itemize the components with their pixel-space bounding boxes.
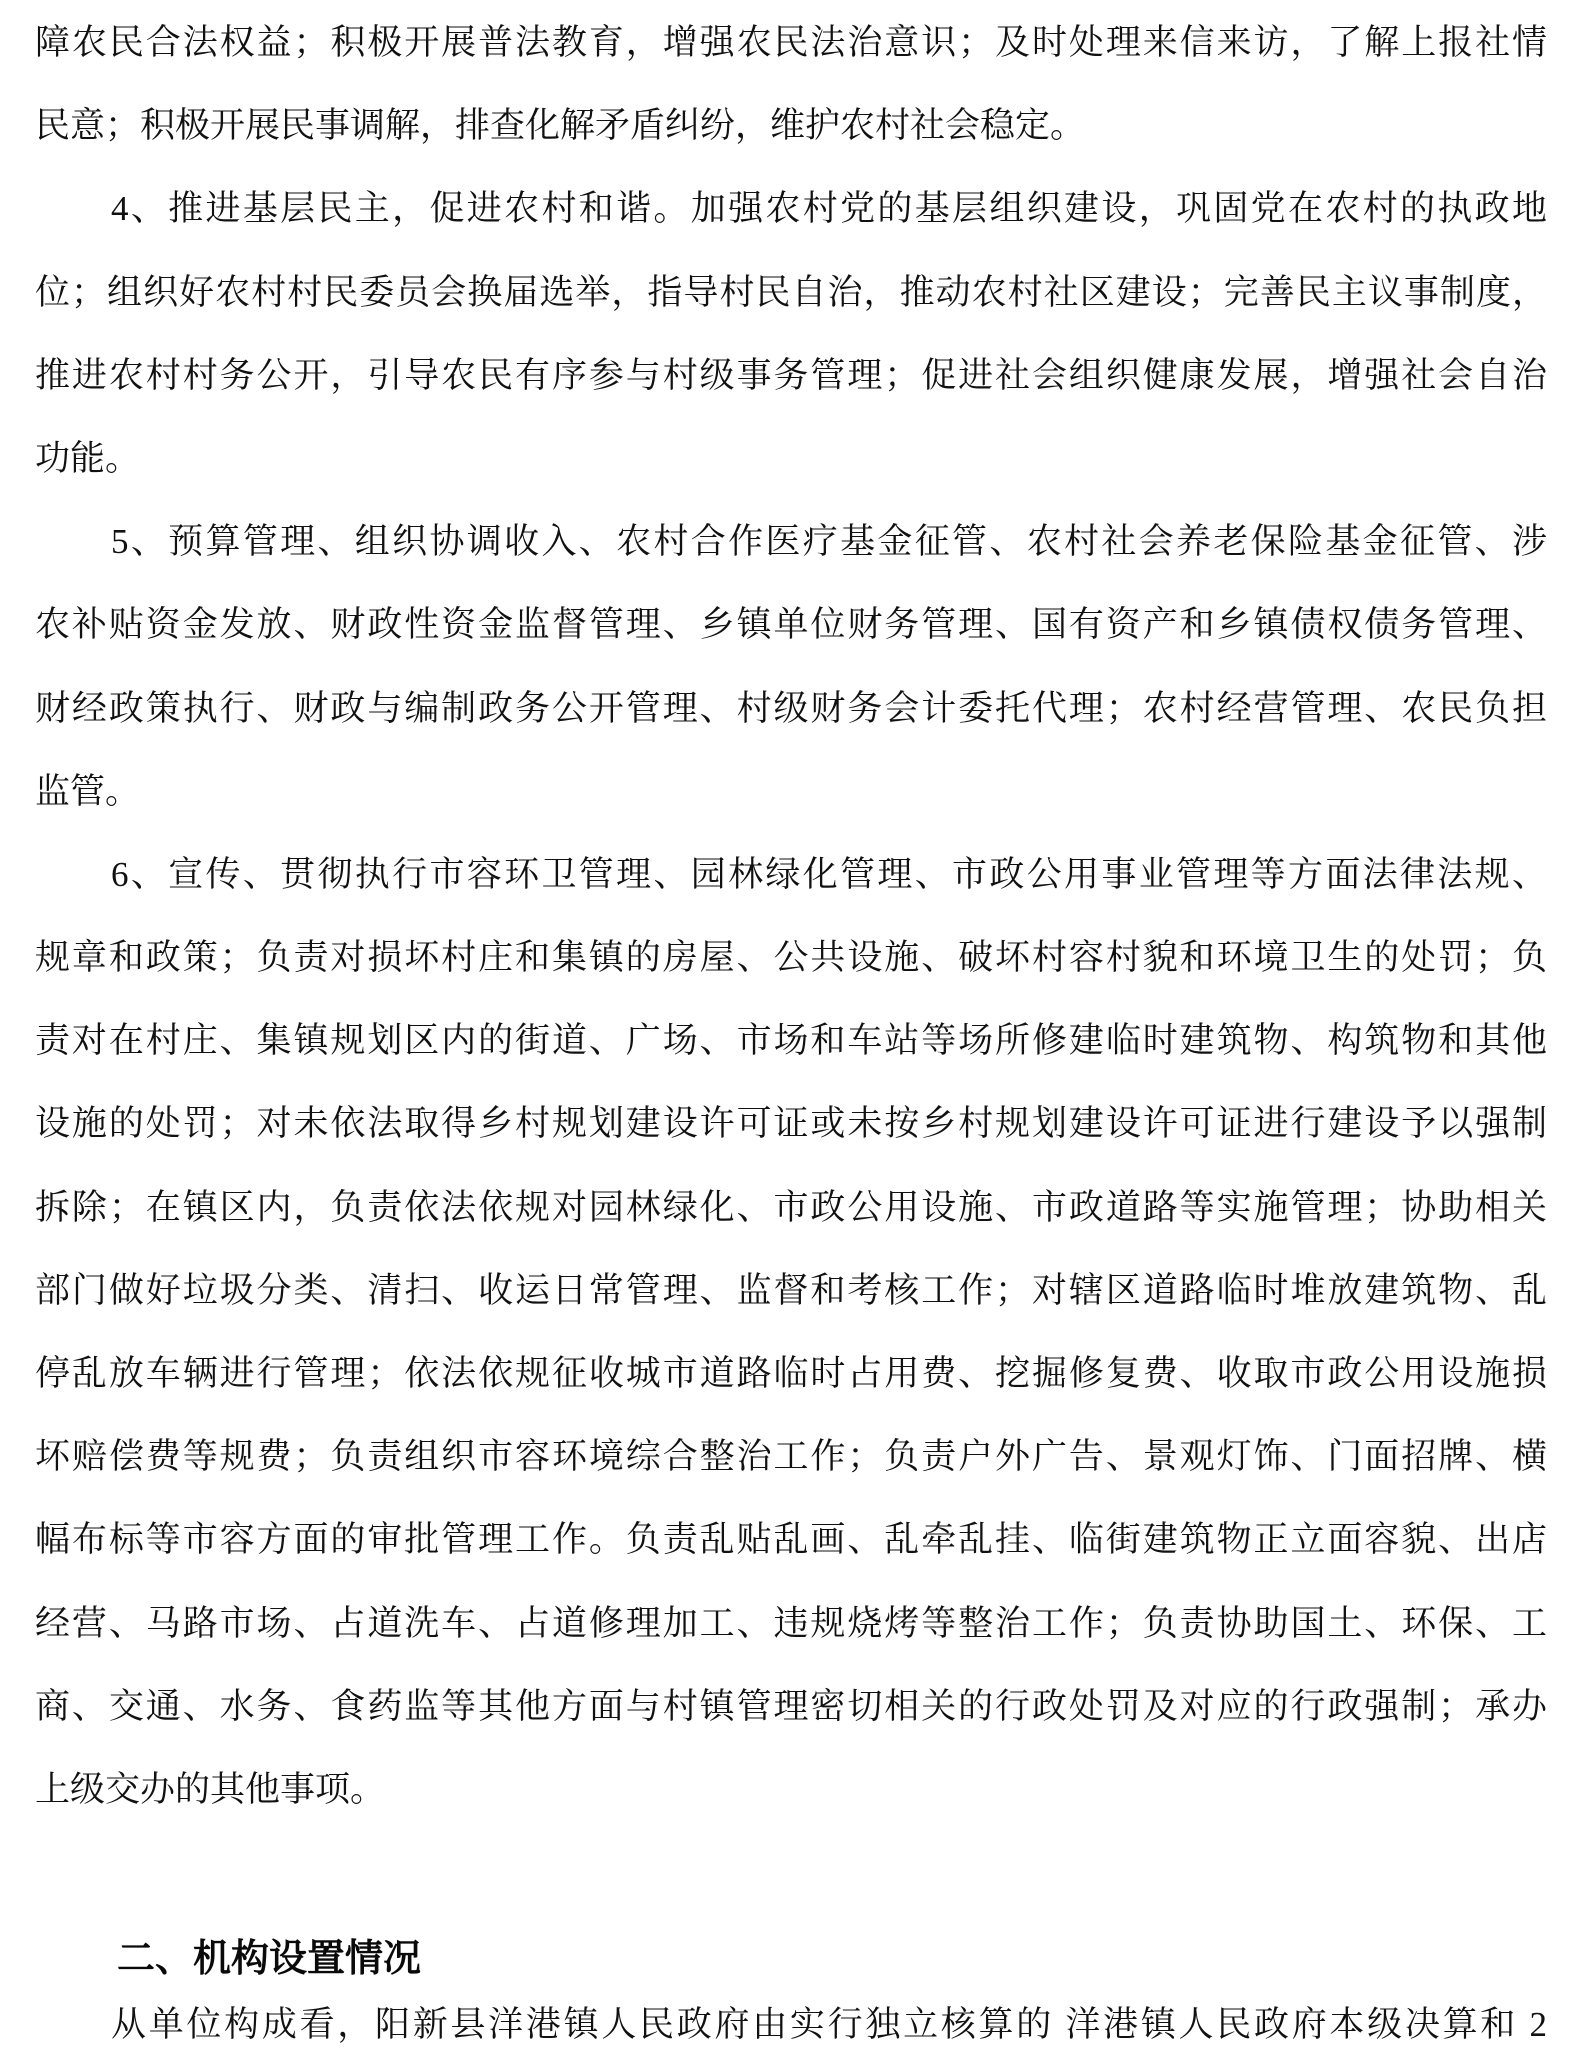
body-line: 推进农村村务公开，引导农民有序参与村级事务管理；促进社会组织健康发展，增强社会自治: [35, 355, 1547, 395]
body-line: 6、宣传、贯彻执行市容环卫管理、园林绿化管理、市政公用事业管理等方面法律法规、: [111, 854, 1547, 894]
body-line: 障农民合法权益；积极开展普法教育，增强农民法治意识；及时处理来信来访，了解上报社情: [35, 23, 1547, 62]
body-line: 幅布标等市容方面的审批管理工作。负责乱贴乱画、乱牵乱挂、临街建筑物正立面容貌、出店: [35, 1520, 1547, 1560]
body-line: 部门做好垃圾分类、清扫、收运日常管理、监督和考核工作；对辖区道路临时堆放建筑物、乱: [35, 1270, 1547, 1310]
body-line: 上级交办的其他事项。: [35, 1769, 386, 1809]
body-line: 坏赔偿费等规费；负责组织市容环境综合整治工作；负责户外广告、景观灯饰、门面招牌、横: [35, 1437, 1547, 1477]
body-line: 农补贴资金发放、财政性资金监督管理、乡镇单位财务管理、国有资产和乡镇债权债务管理、: [35, 605, 1547, 645]
document-body: [35, 1, 1547, 1831]
body-line: 规章和政策；负责对损坏村庄和集镇的房屋、公共设施、破坏村容村貌和环境卫生的处罚；负: [35, 938, 1547, 978]
section-heading: 二、机构设置情况: [117, 1938, 422, 1980]
body-line: 4、推进基层民主，促进农村和谐。加强农村党的基层组织建设，巩固党在农村的执政地: [111, 189, 1547, 229]
body-line: 责对在村庄、集镇规划区内的街道、广场、市场和车站等场所修建临时建筑物、构筑物和其他: [35, 1021, 1547, 1061]
body-line: 经营、马路市场、占道洗车、占道修理加工、违规烧烤等整治工作；负责协助国土、环保、工: [35, 1603, 1547, 1643]
body-line: 拆除；在镇区内，负责依法依规对园林绿化、市政公用设施、市政道路等实施管理；协助相关: [35, 1187, 1547, 1227]
body-line: 停乱放车辆进行管理；依法依规征收城市道路临时占用费、挖掘修复费、收取市政公用设施损: [35, 1354, 1547, 1393]
body-line: 财经政策执行、财政与编制政务公开管理、村级财务会计委托代理；农村经营管理、农民负担: [35, 688, 1547, 728]
body-line: 民意；积极开展民事调解，排查化解矛盾纠纷，维护农村社会稳定。: [35, 106, 1086, 146]
document-footer: [35, 1983, 1547, 2060]
body-line: 功能。: [35, 438, 141, 478]
body-line: 商、交通、水务、食药监等其他方面与村镇管理密切相关的行政处罚及对应的行政强制；承办: [35, 1686, 1547, 1726]
footer-line: 从单位构成看，阳新县洋港镇人民政府由实行独立核算的 洋港镇人民政府本级决算和 2: [111, 2005, 1547, 2044]
body-line: 设施的处罚；对未依法取得乡村规划建设许可证或未按乡村规划建设许可证进行建设予以强制: [35, 1104, 1547, 1144]
body-line: 位；组织好农村村民委员会换届选举，指导村民自治，推动农村社区建设；完善民主议事制度，: [35, 272, 1547, 312]
body-line: 监管。: [35, 771, 141, 811]
body-line: 5、预算管理、组织协调收入、农村合作医疗基金征管、农村社会养老保险基金征管、涉: [111, 522, 1547, 562]
